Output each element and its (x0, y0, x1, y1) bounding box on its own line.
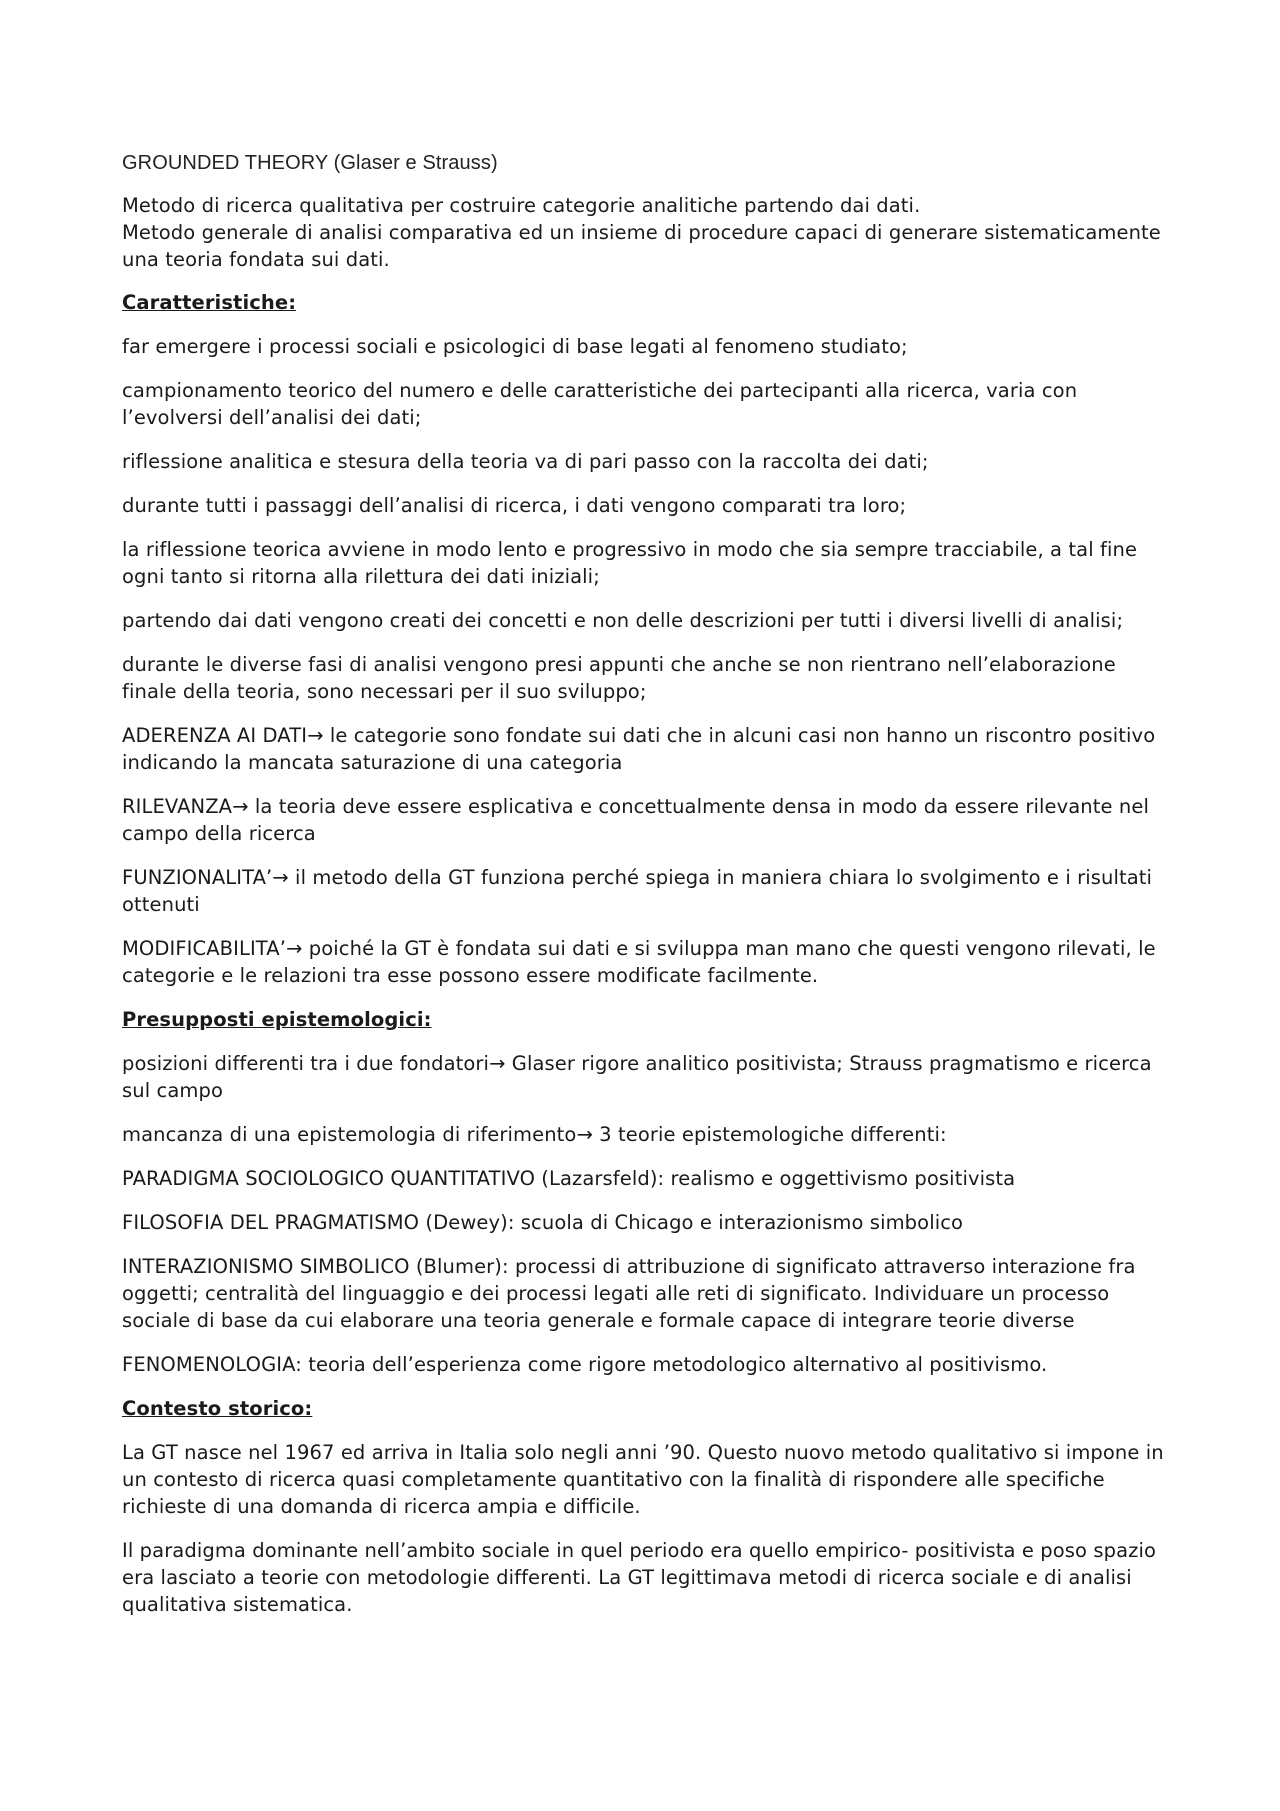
paragraph: durante le diverse fasi di analisi vengono presi appunti che anche se non rientrano nell’elaborazione finale della teoria, sono necessari per il suo sviluppo; (122, 653, 1116, 703)
paragraph: FUNZIONALITA’→ il metodo della GT funziona perché spiega in maniera chiara lo svolgimento e i risultati ottenuti (122, 866, 1153, 916)
section-heading-presupposti: Presupposti epistemologici: (122, 1008, 432, 1031)
paragraph: FENOMENOLOGIA: teoria dell’esperienza come rigore metodologico alternativo al positivismo. (122, 1353, 1048, 1376)
paragraph: RILEVANZA→ la teoria deve essere esplicativa e concettualmente densa in modo da essere rilevante nel campo della ricerca (122, 795, 1149, 845)
paragraph: far emergere i processi sociali e psicologici di base legati al fenomeno studiato; (122, 335, 908, 358)
section-heading-contesto: Contesto storico: (122, 1397, 313, 1420)
paragraph: FILOSOFIA DEL PRAGMATISMO (Dewey): scuola di Chicago e interazionismo simbolico (122, 1211, 964, 1234)
paragraph: INTERAZIONISMO SIMBOLICO (Blumer): processi di attribuzione di significato attraverso interazione fra oggetti; centralità del linguaggio e dei processi legati alle reti di significato. Individuare un processo sociale di base da cui elaborare una teoria generale e formale capace di integrare teorie diverse (122, 1255, 1136, 1332)
paragraph: mancanza di una epistemologia di riferimento→ 3 teorie epistemologiche differenti: (122, 1123, 947, 1146)
paragraph: MODIFICABILITA’→ poiché la GT è fondata sui dati e si sviluppa man mano che questi vengono rilevati, le categorie e le relazioni tra esse possono essere modificate facilmente. (122, 937, 1156, 987)
intro-block (122, 192, 1170, 273)
paragraph: la riflessione teorica avviene in modo lento e progressivo in modo che sia sempre tracciabile, a tal fine ogni tanto si ritorna alla rilettura dei dati iniziali; (122, 538, 1138, 588)
document-title: GROUNDED THEORY (Glaser e Strauss) (122, 152, 498, 174)
paragraph: ADERENZA AI DATI→ le categorie sono fondate sui dati che in alcuni casi non hanno un riscontro positivo indicando la mancata saturazione di una categoria (122, 724, 1156, 774)
paragraph: riflessione analitica e stesura della teoria va di pari passo con la raccolta dei dati; (122, 450, 929, 473)
document-page (122, 150, 1170, 1635)
paragraph: partendo dai dati vengono creati dei concetti e non delle descrizioni per tutti i diversi livelli di analisi; (122, 609, 1124, 632)
paragraph: PARADIGMA SOCIOLOGICO QUANTITATIVO (Lazarsfeld): realismo e oggettivismo positivista (122, 1167, 1016, 1190)
intro-line: Metodo generale di analisi comparativa ed un insieme di procedure capaci di generare sistematicamente una teoria fondata sui dati. (122, 221, 1161, 271)
paragraph: posizioni differenti tra i due fondatori→ Glaser rigore analitico positivista; Strauss pragmatismo e ricerca sul campo (122, 1052, 1152, 1102)
paragraph: durante tutti i passaggi dell’analisi di ricerca, i dati vengono comparati tra loro; (122, 494, 907, 517)
paragraph: Il paradigma dominante nell’ambito sociale in quel periodo era quello empirico- positivista e poso spazio era lasciato a teorie con metodologie differenti. La GT legittimava metodi di ricerca sociale e di analisi qualitativa sistematica. (122, 1539, 1157, 1616)
paragraph: campionamento teorico del numero e delle caratteristiche dei partecipanti alla ricerca, varia con l’evolversi dell’analisi dei dati; (122, 379, 1078, 429)
intro-line: Metodo di ricerca qualitativa per costruire categorie analitiche partendo dai dati. (122, 194, 921, 217)
section-heading-caratteristiche: Caratteristiche: (122, 291, 297, 314)
paragraph: La GT nasce nel 1967 ed arriva in Italia solo negli anni ’90. Questo nuovo metodo qualitativo si impone in un contesto di ricerca quasi completamente quantitativo con la finalità di rispondere alle specifiche richieste di una domanda di ricerca ampia e difficile. (122, 1441, 1164, 1518)
